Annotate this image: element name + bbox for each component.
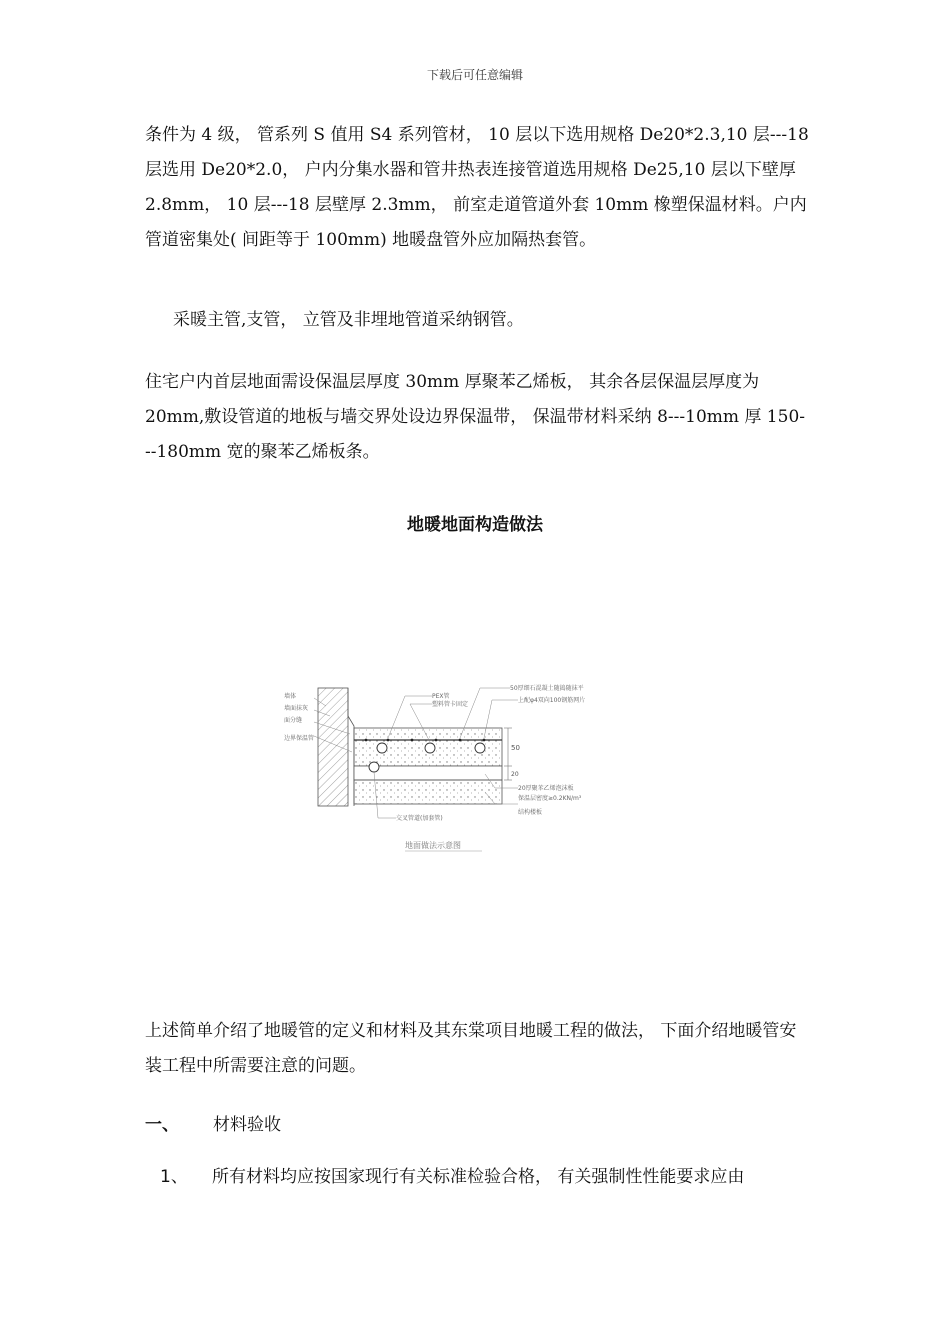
label-concrete: 50厚细石混凝土随捣随抹平	[510, 685, 584, 692]
list-item-number: 1、	[160, 1167, 188, 1187]
paragraph-pipe-spec: 条件为 4 级， 管系列 S 值用 S4 系列管材， 10 层以下选用规格 De20*2.3,10 层---18 层选用 De20*2.0， 户内分集水器和管井热表连接管道选用规格 De25,10 层以下壁厚 2.8mm， 10 层---18 层壁厚 2.3mm， 前室走道管道外套 10mm 橡塑保温材料。户内管道密集处( 间距等于 100mm) 地暖盘管外应加隔热套管。	[145, 125, 809, 250]
list-item-text: 所有材料均应按国家现行有关标准检验合格， 有关强制性性能要求应由	[212, 1167, 745, 1187]
label-eps: 20厚聚苯乙烯泡沫板	[518, 785, 574, 792]
label-wall-finish-1: 墙面抹灰	[284, 705, 309, 712]
section-heading-text: 材料验收	[213, 1115, 281, 1135]
figure-caption: 地面做法示意图	[405, 841, 461, 850]
dim-bottom-label: 20	[511, 771, 519, 778]
list-item	[160, 1160, 744, 1195]
label-plastic-clip: 塑料管卡固定	[432, 701, 469, 708]
section-heading-number: 一、	[145, 1115, 179, 1135]
label-density: 保温层密度≥0.2KN/m³	[518, 795, 582, 802]
floor-construction-diagram	[270, 676, 615, 860]
structural-slab	[354, 780, 502, 804]
label-edge-insulation: 边界保温管	[284, 735, 315, 742]
label-pex: PEX管	[432, 693, 450, 700]
wall-edge	[348, 688, 354, 806]
dim-top-label: 50	[511, 744, 520, 752]
cross-pipe	[369, 762, 379, 772]
section-heading-material-acceptance	[145, 1108, 281, 1143]
figure-title: 地暖地面构造做法	[407, 515, 543, 535]
paragraph-insulation: 住宅户内首层地面需设保温层厚度 30mm 厚聚苯乙烯板， 其余各层保温层厚度为 20mm,敷设管道的地板与墙交界处设边界保温带， 保温带材料采纳 8---10mm 厚 150---180mm 宽的聚苯乙烯板条。	[145, 372, 806, 462]
page-header-note: 下载后可任意编辑	[426, 68, 523, 82]
paragraph-summary: 上述简单介绍了地暖管的定义和材料及其东棠项目地暖工程的做法， 下面介绍地暖管安装工程中所需要注意的问题。	[145, 1021, 797, 1076]
label-mesh: 上配φ4双向100钢筋网片	[518, 697, 586, 704]
label-wall-finish-2: 面分缝	[284, 717, 303, 724]
wall-body	[318, 688, 348, 806]
label-wall: 墙体	[284, 693, 297, 700]
label-slab: 结构楼板	[518, 809, 543, 816]
label-cross-pipe: 交叉管道(加套管)	[396, 815, 443, 822]
paragraph-steel-pipe: 采暖主管,支管， 立管及非埋地管道采纳钢管。	[173, 310, 524, 330]
